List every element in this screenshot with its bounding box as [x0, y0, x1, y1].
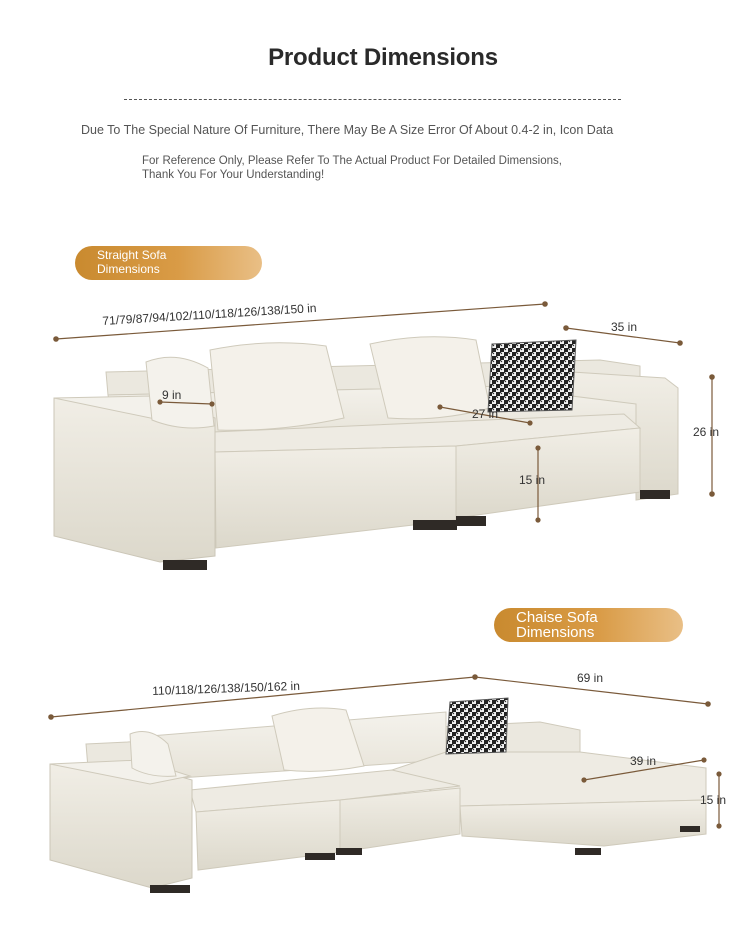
straight-sofa-length-label: 71/79/87/94/102/110/118/126/138/150 in — [102, 300, 317, 328]
sofa-leg — [680, 826, 700, 832]
pillow — [210, 343, 344, 430]
straight-sofa-depth-label: 35 in — [611, 320, 638, 334]
chaise-seat-height-label: 15 in — [700, 793, 727, 807]
straight-sofa-label-line2: Dimensions — [97, 262, 160, 276]
pillow — [272, 708, 364, 771]
chaise-sofa — [50, 698, 706, 893]
sofa-leg — [456, 516, 486, 526]
straight-seat-height-label: 15 in — [519, 473, 546, 487]
sofa-leg — [640, 490, 670, 499]
page-title: Product Dimensions — [268, 44, 498, 71]
sofa-leg — [575, 848, 601, 855]
chaise-sofa-label — [494, 608, 683, 642]
sofa-leg — [336, 848, 362, 855]
chaise-length-label: 69 in — [577, 671, 604, 685]
armrest-width-label: 9 in — [162, 388, 182, 402]
straight-sofa-label-line1: Straight Sofa — [97, 248, 167, 262]
straight-sofa-label — [75, 246, 262, 280]
size-error-notice: Due To The Special Nature Of Furniture, There May Be A Size Error Of About 0.4-2 in, Icon Data — [81, 123, 614, 137]
straight-sofa — [54, 337, 678, 570]
seat-depth-label: 27 in — [472, 407, 499, 421]
chaise-sofa-length-label: 110/118/126/138/150/162 in — [152, 678, 301, 698]
chaise-width-label: 39 in — [630, 754, 657, 768]
chaise-sofa-label-line2: Dimensions — [516, 624, 595, 641]
chaise-sofa-label-line1: Chaise Sofa — [516, 609, 598, 626]
sofa-leg — [305, 853, 335, 860]
sofa-leg — [413, 520, 457, 530]
reference-notice-line1: For Reference Only, Please Refer To The Actual Product For Detailed Dimensions, — [142, 155, 562, 167]
houndstooth-pillow — [488, 340, 576, 412]
straight-sofa-height-label: 26 in — [693, 425, 720, 439]
reference-notice-line2: Thank You For Your Understanding! — [142, 169, 325, 181]
sofa-leg — [150, 885, 190, 893]
sofa-leg — [163, 560, 207, 570]
houndstooth-pillow — [446, 698, 508, 754]
